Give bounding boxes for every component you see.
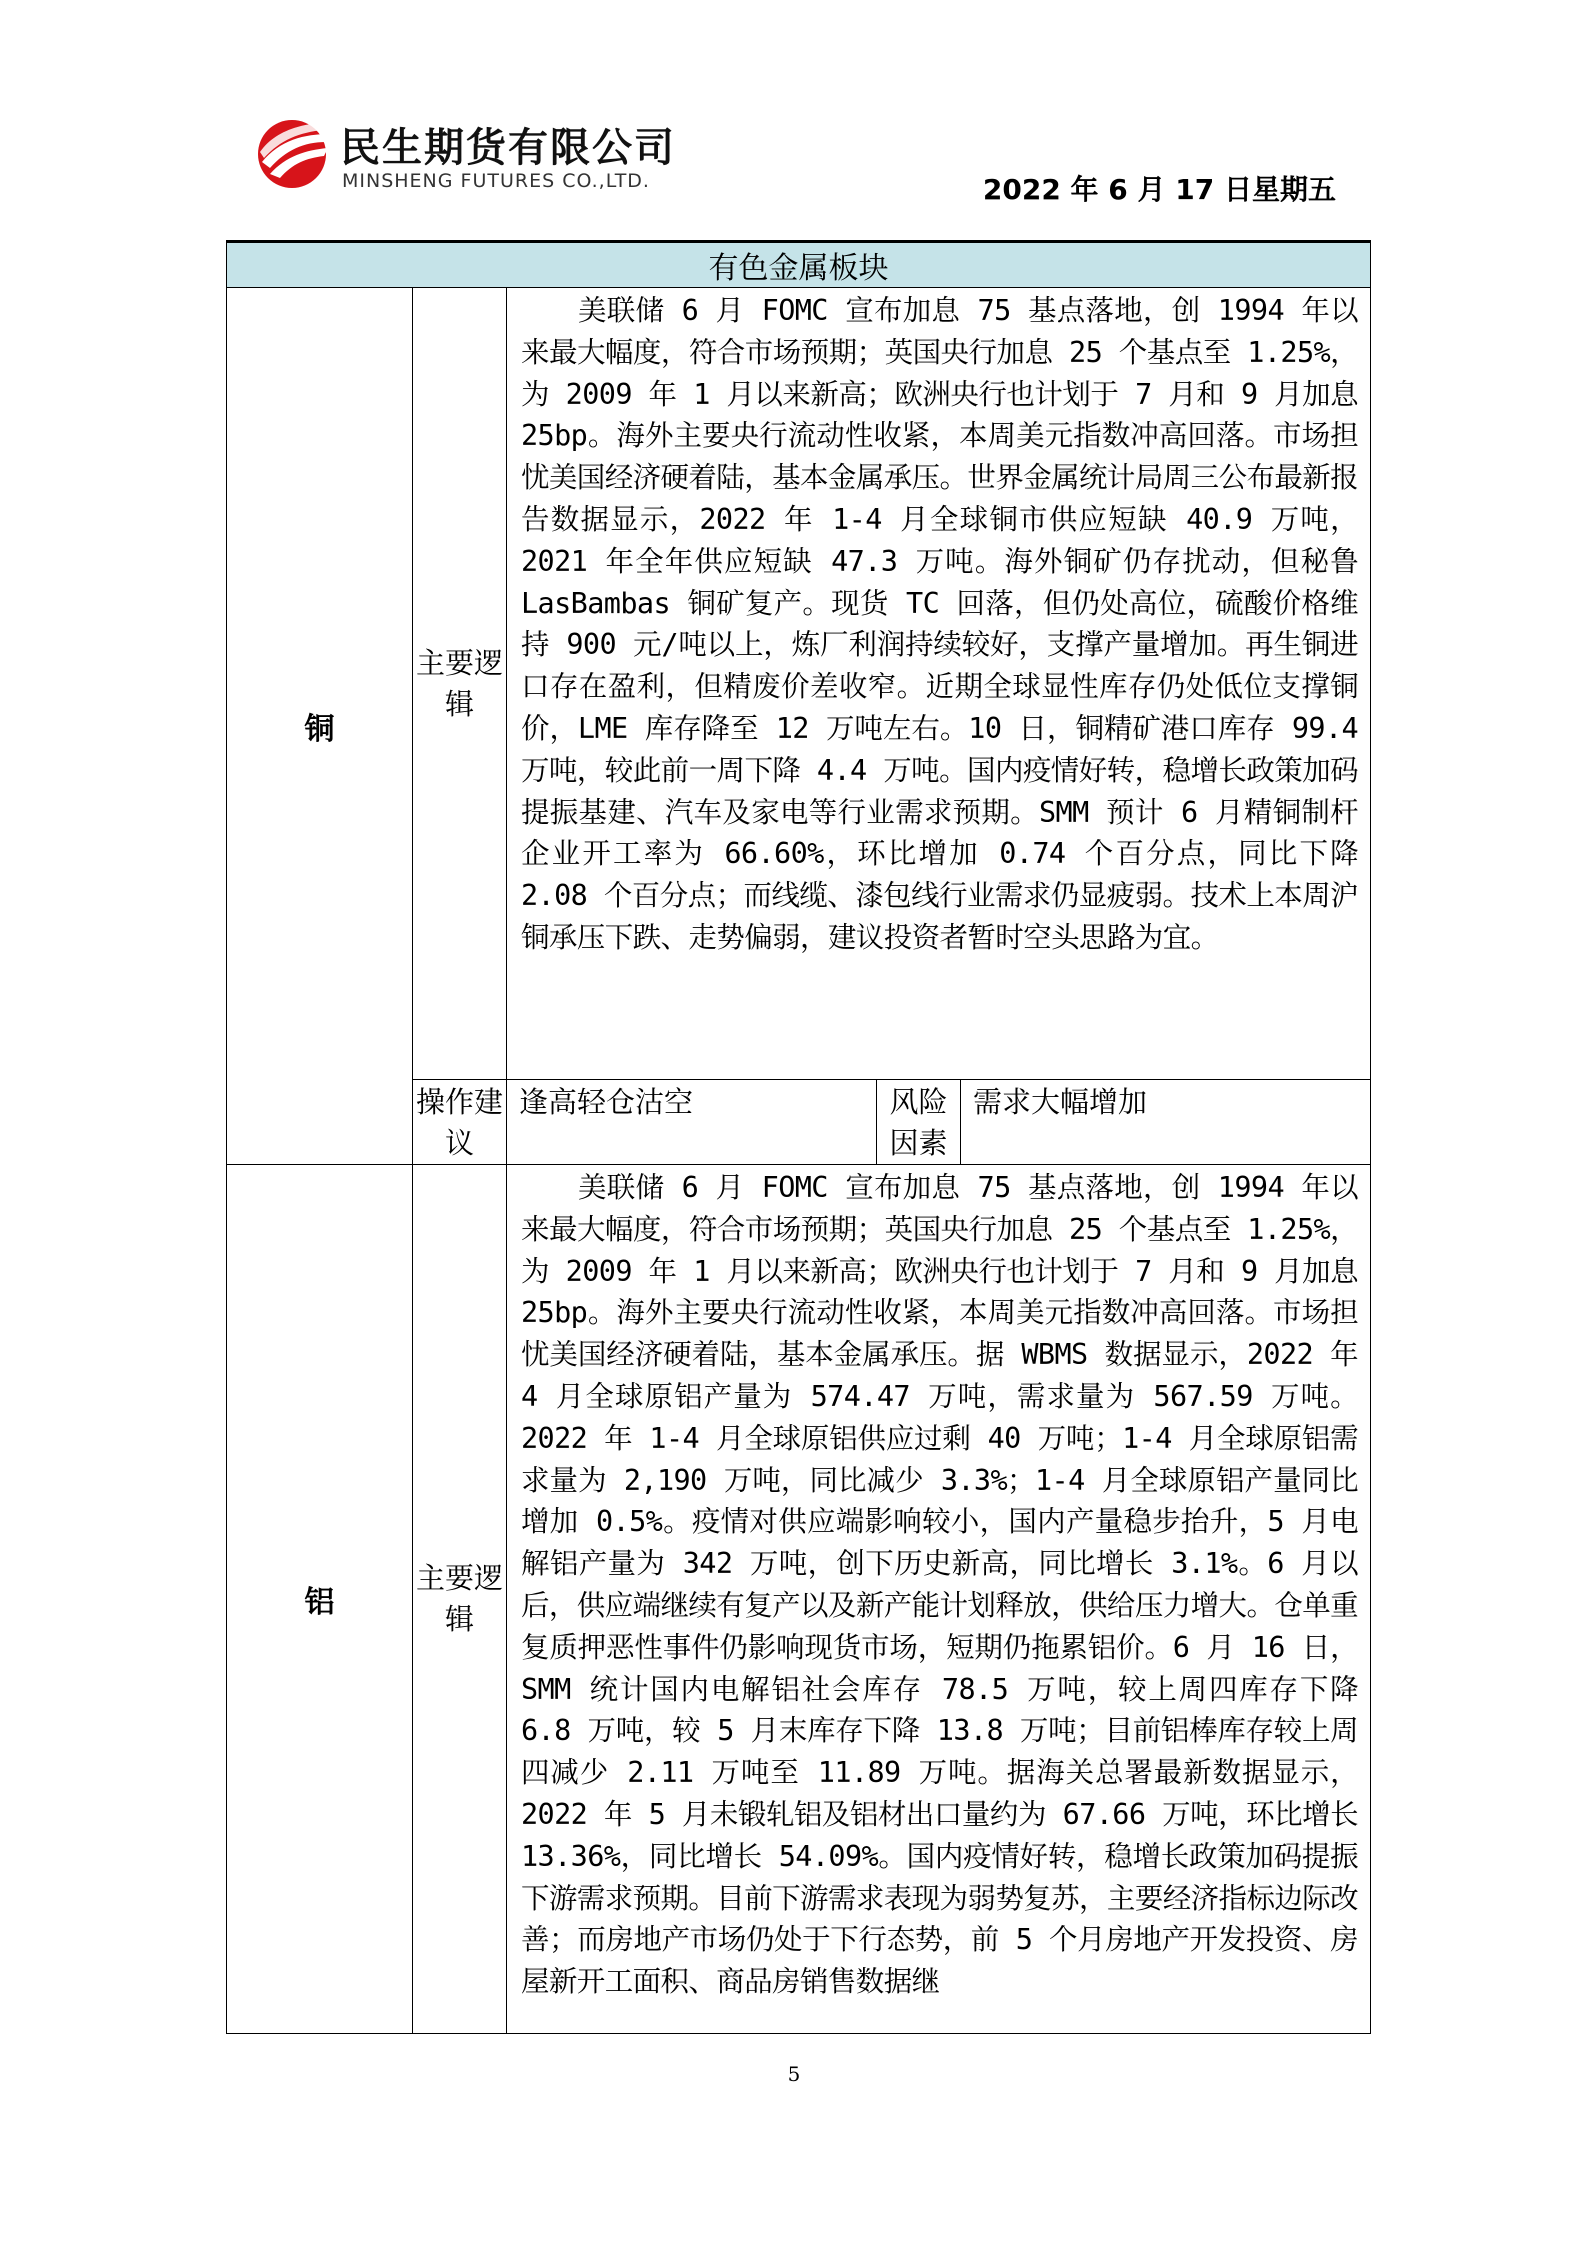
section-title: 有色金属板块: [227, 242, 1371, 288]
report-date: 2022 年 6 月 17 日星期五: [982, 173, 1336, 206]
minsheng-logo-icon: [252, 112, 332, 192]
commodity-name-copper: 铜: [227, 288, 413, 1165]
page-number: 5: [787, 2062, 801, 2086]
aluminum-logic-cell: [507, 1165, 1371, 2034]
metals-table: [226, 240, 1371, 2034]
copper-operation-text: 逢高轻仓沽空: [507, 1080, 877, 1165]
copper-logic-cell: [507, 288, 1371, 1080]
commodity-name-aluminum: 铝: [227, 1165, 413, 2034]
company-name-cn: 民生期货有限公司: [340, 125, 676, 171]
copper-operation-label: 操作建议: [413, 1080, 507, 1165]
copper-logic-row: [227, 288, 1371, 1080]
copper-logic-text: 美联储 6 月 FOMC 宣布加息 75 基点落地，创 1994 年以来最大幅度，符合市场预期；英国央行加息 25 个基点至 1.25%，为 2009 年 1 月以来新高；欧洲央行也计划于 7 月和 9 月加息 25bp。海外主要央行流动性收紧，本周美元指数冲高回落。市场担忧美国经济硬着陆，基本金属承压。世界金属统计局周三公布最新报告数据显示，2022 年 1-4 月全球铜市供应短缺 40.9 万吨，2021 年全年供应短缺 47.3 万吨。海外铜矿仍存扰动，但秘鲁 LasBambas 铜矿复产。现货 TC 回落，但仍处高位，硫酸价格维持 900 元/吨以上，炼厂利润持续较好，支撑产量增加。再生铜进口存在盈利，但精废价差收窄。近期全球显性库存仍处低位支撑铜价，LME 库存降至 12 万吨左右。10 日，铜精矿港口库存 99.4 万吨，较此前一周下降 4.4 万吨。国内疫情好转，稳增长政策加码提振基建、汽车及家电等行业需求预期。SMM 预计 6 月精铜制杆企业开工率为 66.60%，环比增加 0.74 个百分点，同比下降 2.08 个百分点；而线缆、漆包线行业需求仍显疲弱。技术上本周沪铜承压下跌、走势偏弱，建议投资者暂时空头思路为宜。: [521, 294, 1359, 954]
section-header-row: [227, 242, 1371, 288]
company-logo: [252, 112, 722, 202]
aluminum-logic-row: [227, 1165, 1371, 2034]
copper-risk-text: 需求大幅增加: [961, 1080, 1371, 1165]
aluminum-logic-text: 美联储 6 月 FOMC 宣布加息 75 基点落地，创 1994 年以来最大幅度，符合市场预期；英国央行加息 25 个基点至 1.25%，为 2009 年 1 月以来新高；欧洲央行也计划于 7 月和 9 月加息 25bp。海外主要央行流动性收紧，本周美元指数冲高回落。市场担忧美国经济硬着陆，基本金属承压。据 WBMS 数据显示，2022 年 4 月全球原铝产量为 574.47 万吨，需求量为 567.59 万吨。2022 年 1-4 月全球原铝供应过剩 40 万吨；1-4 月全球原铝需求量为 2,190 万吨，同比减少 3.3%；1-4 月全球原铝产量同比增加 0.5%。疫情对供应端影响较小，国内产量稳步抬升，5 月电解铝产量为 342 万吨，创下历史新高，同比增长 3.1%。6 月以后，供应端继续有复产以及新产能计划释放，供给压力增大。仓单重复质押恶性事件仍影响现货市场，短期仍拖累铝价。6 月 16 日，SMM 统计国内电解铝社会库存 78.5 万吨，较上周四库存下降 6.8 万吨，较 5 月末库存下降 13.8 万吨；目前铝棒库存较上周四减少 2.11 万吨至 11.89 万吨。据海关总署最新数据显示，2022 年 5 月未锻轧铝及铝材出口量约为 67.66 万吨，环比增长 13.36%，同比增长 54.09%。国内疫情好转，稳增长政策加码提振下游需求预期。目前下游需求表现为弱势复苏，主要经济指标边际改善；而房地产市场仍处于下行态势，前 5 个月房地产开发投资、房屋新开工面积、商品房销售数据继: [521, 1171, 1359, 1999]
aluminum-logic-label: 主要逻辑: [413, 1165, 507, 2034]
copper-risk-label: 风险因素: [877, 1080, 961, 1165]
copper-logic-label: 主要逻辑: [413, 288, 507, 1080]
company-name-en: MINSHENG FUTURES CO.,LTD.: [342, 170, 650, 192]
